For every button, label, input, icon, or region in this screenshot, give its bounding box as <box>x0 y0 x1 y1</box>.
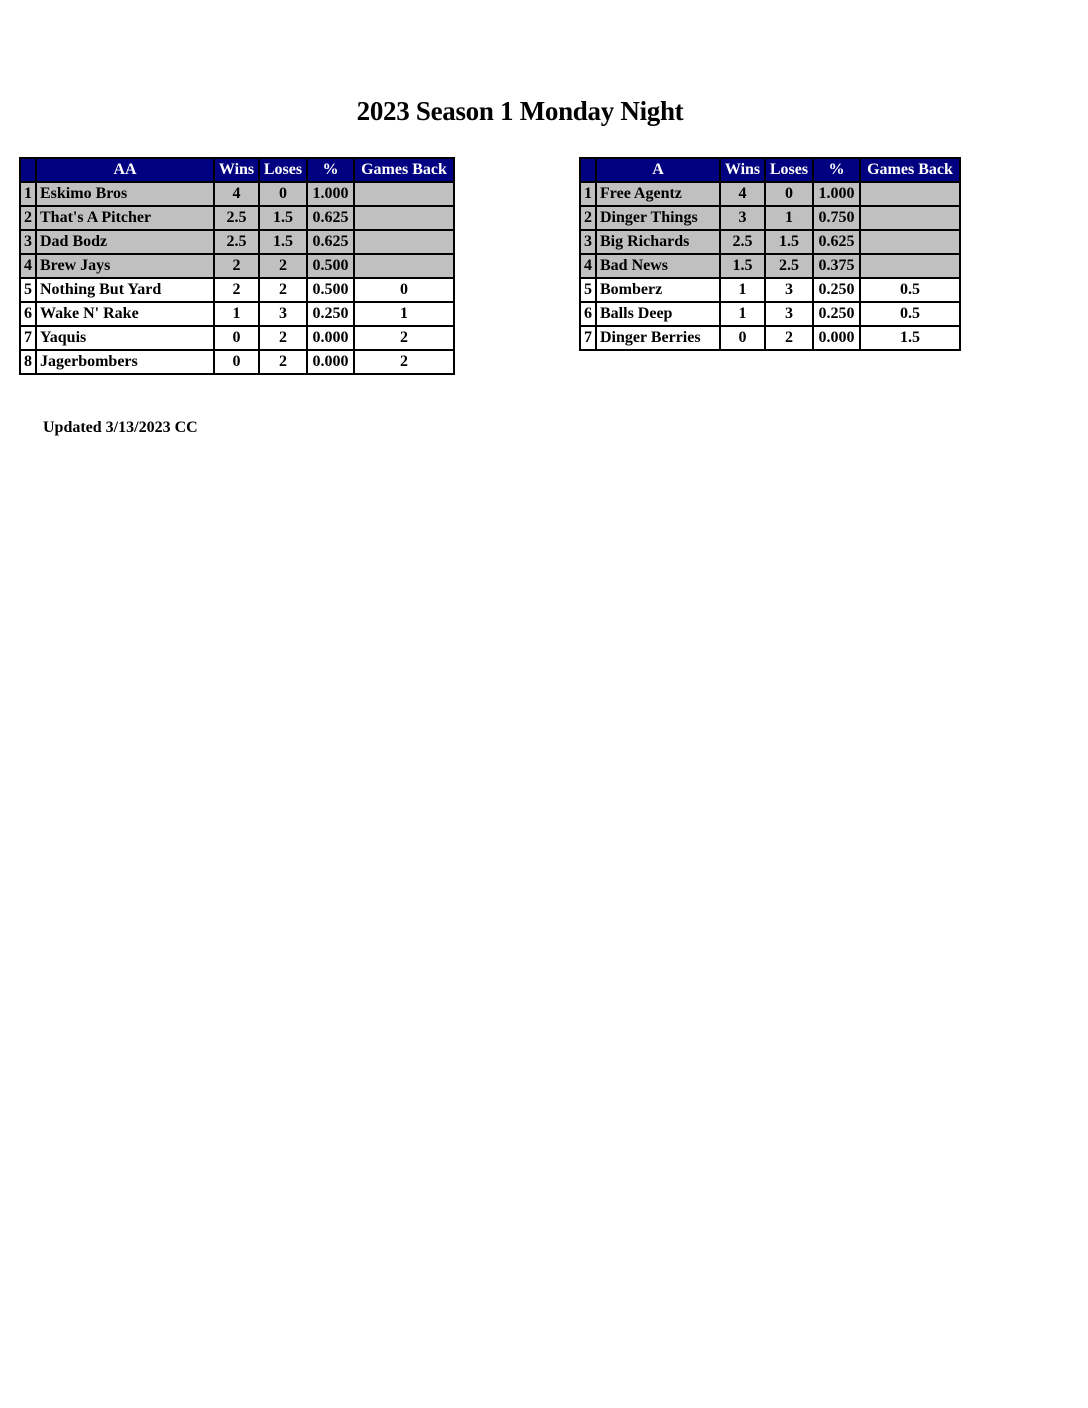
wins-cell: 0 <box>214 326 259 350</box>
wins-cell: 1 <box>720 302 765 326</box>
rank-cell: 3 <box>580 230 596 254</box>
wins-cell: 3 <box>720 206 765 230</box>
rank-cell: 3 <box>20 230 36 254</box>
table-row <box>20 278 454 302</box>
table-row <box>20 230 454 254</box>
loses-cell: 2.5 <box>765 254 813 278</box>
pct-header: % <box>307 158 354 182</box>
rank-cell: 8 <box>20 350 36 374</box>
loses-cell: 3 <box>765 302 813 326</box>
loses-cell: 2 <box>765 326 813 350</box>
table-row <box>20 254 454 278</box>
wins-header: Wins <box>720 158 765 182</box>
pct-cell: 0.250 <box>813 278 860 302</box>
standings-table-a <box>579 157 961 351</box>
team-cell: Wake N' Rake <box>36 302 214 326</box>
team-cell: That's A Pitcher <box>36 206 214 230</box>
team-cell: Jagerbombers <box>36 350 214 374</box>
team-cell: Brew Jays <box>36 254 214 278</box>
loses-cell: 2 <box>259 254 307 278</box>
wins-header: Wins <box>214 158 259 182</box>
pct-cell: 0.500 <box>307 254 354 278</box>
table-row <box>20 182 454 206</box>
games-back-cell: 0.5 <box>860 302 960 326</box>
loses-header: Loses <box>259 158 307 182</box>
division-header: AA <box>36 158 214 182</box>
header-row <box>20 158 454 182</box>
rank-cell: 2 <box>580 206 596 230</box>
table-row <box>580 326 960 350</box>
games-back-cell <box>860 254 960 278</box>
loses-cell: 3 <box>765 278 813 302</box>
loses-cell: 2 <box>259 350 307 374</box>
loses-cell: 2 <box>259 326 307 350</box>
team-cell: Eskimo Bros <box>36 182 214 206</box>
team-cell: Dad Bodz <box>36 230 214 254</box>
games-back-cell <box>354 182 454 206</box>
games-back-cell <box>354 206 454 230</box>
table-row <box>20 326 454 350</box>
pct-cell: 0.375 <box>813 254 860 278</box>
team-cell: Yaquis <box>36 326 214 350</box>
pct-cell: 0.000 <box>307 350 354 374</box>
rank-cell: 5 <box>580 278 596 302</box>
table-row <box>580 230 960 254</box>
wins-cell: 1 <box>720 278 765 302</box>
wins-cell: 2.5 <box>720 230 765 254</box>
division-header: A <box>596 158 720 182</box>
games-back-header: Games Back <box>860 158 960 182</box>
wins-cell: 4 <box>720 182 765 206</box>
loses-cell: 3 <box>259 302 307 326</box>
games-back-header: Games Back <box>354 158 454 182</box>
team-cell: Bad News <box>596 254 720 278</box>
updated-note: Updated 3/13/2023 CC <box>43 419 198 436</box>
games-back-cell <box>860 182 960 206</box>
table-row <box>20 350 454 374</box>
pct-cell: 0.250 <box>307 302 354 326</box>
rank-cell: 6 <box>20 302 36 326</box>
header-row <box>580 158 960 182</box>
table-row <box>580 206 960 230</box>
table-row <box>580 302 960 326</box>
games-back-cell <box>354 254 454 278</box>
pct-cell: 0.625 <box>813 230 860 254</box>
loses-cell: 1.5 <box>765 230 813 254</box>
games-back-cell: 0.5 <box>860 278 960 302</box>
loses-cell: 1.5 <box>259 230 307 254</box>
loses-cell: 1.5 <box>259 206 307 230</box>
loses-cell: 1 <box>765 206 813 230</box>
games-back-cell <box>860 230 960 254</box>
loses-cell: 2 <box>259 278 307 302</box>
rank-cell: 2 <box>20 206 36 230</box>
pct-cell: 0.625 <box>307 230 354 254</box>
rank-cell: 7 <box>580 326 596 350</box>
pct-header: % <box>813 158 860 182</box>
rank-cell: 6 <box>580 302 596 326</box>
table-row <box>20 206 454 230</box>
team-cell: Bomberz <box>596 278 720 302</box>
games-back-cell <box>860 206 960 230</box>
team-cell: Dinger Things <box>596 206 720 230</box>
pct-cell: 0.000 <box>813 326 860 350</box>
rank-cell: 7 <box>20 326 36 350</box>
wins-cell: 2 <box>214 254 259 278</box>
rank-header <box>20 158 36 182</box>
rank-header <box>580 158 596 182</box>
wins-cell: 1 <box>214 302 259 326</box>
loses-cell: 0 <box>259 182 307 206</box>
games-back-cell <box>354 230 454 254</box>
games-back-cell: 1.5 <box>860 326 960 350</box>
loses-header: Loses <box>765 158 813 182</box>
wins-cell: 2 <box>214 278 259 302</box>
pct-cell: 1.000 <box>813 182 860 206</box>
team-cell: Balls Deep <box>596 302 720 326</box>
games-back-cell: 0 <box>354 278 454 302</box>
table-row <box>580 278 960 302</box>
team-cell: Dinger Berries <box>596 326 720 350</box>
team-cell: Nothing But Yard <box>36 278 214 302</box>
rank-cell: 5 <box>20 278 36 302</box>
table-row <box>580 254 960 278</box>
pct-cell: 0.250 <box>813 302 860 326</box>
rank-cell: 4 <box>580 254 596 278</box>
wins-cell: 2.5 <box>214 206 259 230</box>
team-cell: Free Agentz <box>596 182 720 206</box>
wins-cell: 2.5 <box>214 230 259 254</box>
pct-cell: 0.750 <box>813 206 860 230</box>
rank-cell: 4 <box>20 254 36 278</box>
wins-cell: 0 <box>720 326 765 350</box>
pct-cell: 0.625 <box>307 206 354 230</box>
games-back-cell: 2 <box>354 350 454 374</box>
wins-cell: 1.5 <box>720 254 765 278</box>
table-row <box>20 302 454 326</box>
wins-cell: 0 <box>214 350 259 374</box>
pct-cell: 1.000 <box>307 182 354 206</box>
standings-table-aa <box>19 157 455 375</box>
games-back-cell: 2 <box>354 326 454 350</box>
rank-cell: 1 <box>580 182 596 206</box>
table-row <box>580 182 960 206</box>
games-back-cell: 1 <box>354 302 454 326</box>
team-cell: Big Richards <box>596 230 720 254</box>
pct-cell: 0.500 <box>307 278 354 302</box>
page-title: 2023 Season 1 Monday Night <box>356 96 684 126</box>
wins-cell: 4 <box>214 182 259 206</box>
loses-cell: 0 <box>765 182 813 206</box>
rank-cell: 1 <box>20 182 36 206</box>
pct-cell: 0.000 <box>307 326 354 350</box>
